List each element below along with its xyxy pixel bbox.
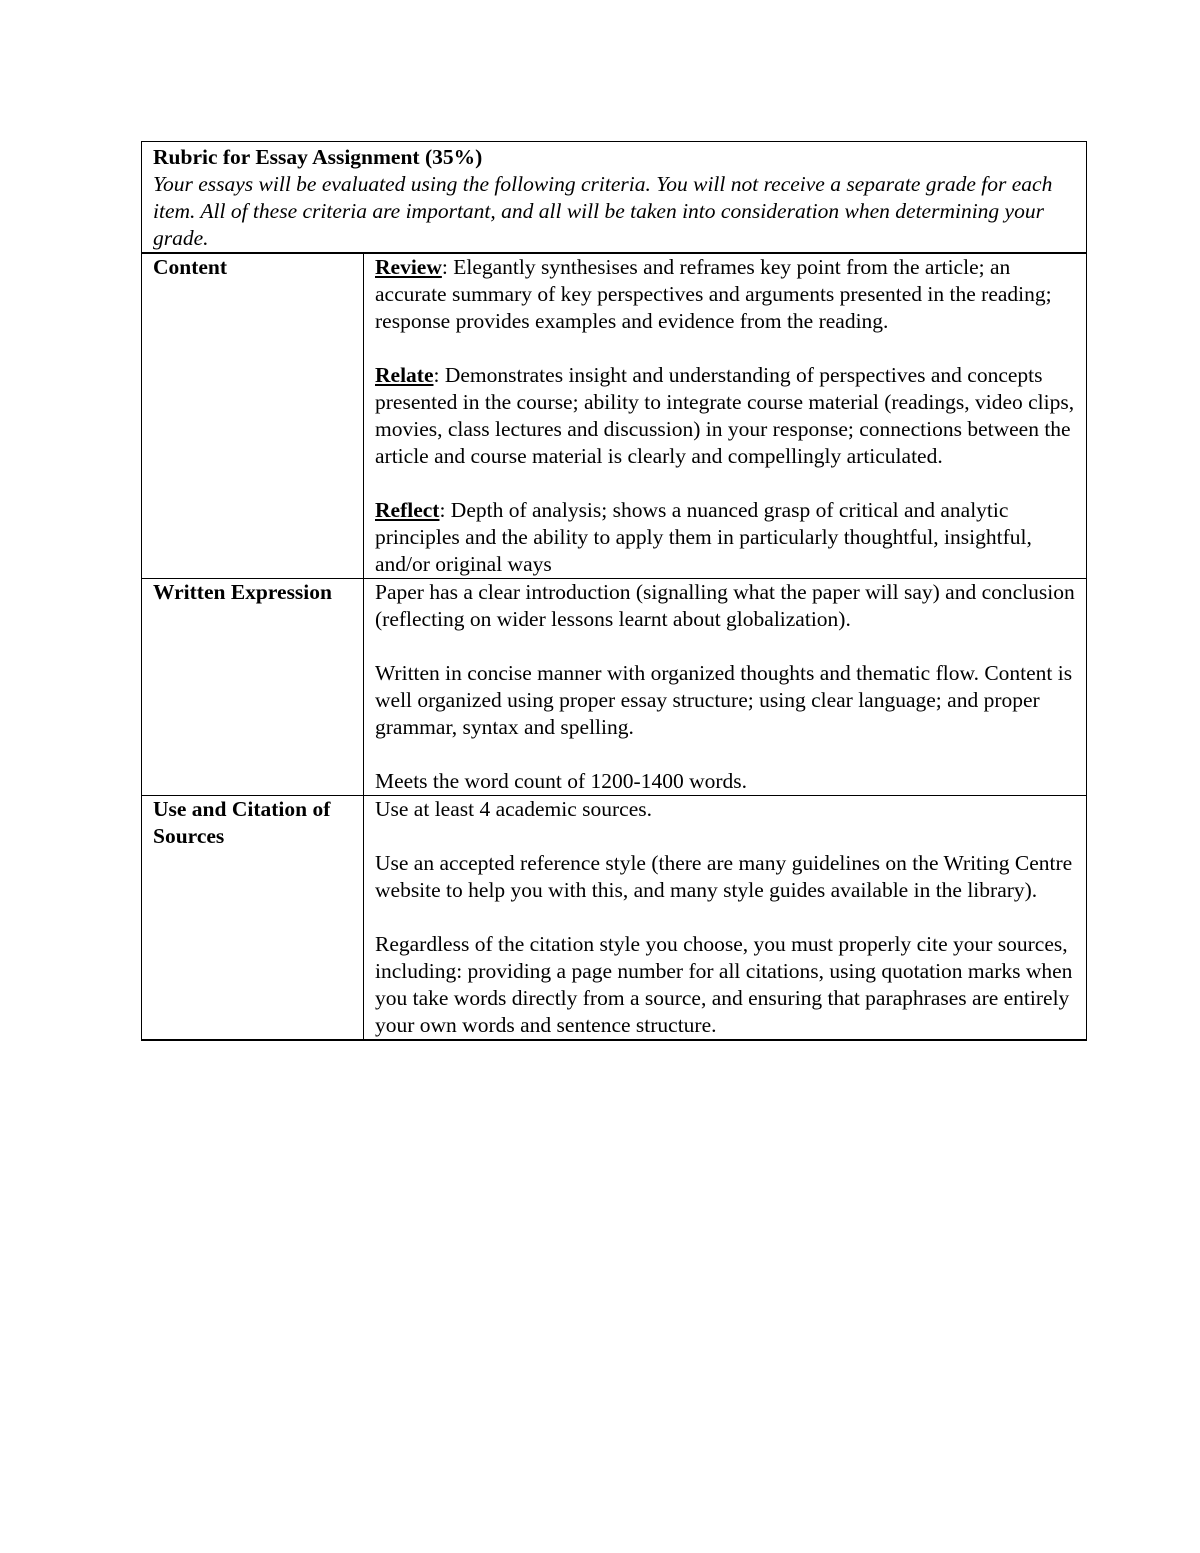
content-reflect-paragraph xyxy=(375,497,1076,578)
rubric-row-sources xyxy=(142,796,1087,1041)
reflect-text: : Depth of analysis; shows a nuanced grasp of critical and analytic principles and the ability to apply them in particularly thoughtful, insightful, and/or original ways xyxy=(375,498,1032,576)
content-review-paragraph xyxy=(375,254,1076,335)
written-expression-paragraph: Paper has a clear introduction (signalling what the paper will say) and conclusion (reflecting on wider lessons learnt about globalization). xyxy=(375,580,1075,631)
criterion-sources-description xyxy=(364,796,1087,1041)
relate-keyword: Relate xyxy=(375,363,434,387)
rubric-header-cell xyxy=(142,142,1087,254)
rubric-header-row xyxy=(142,142,1087,254)
rubric-title: Rubric for Essay Assignment (35%) xyxy=(153,145,483,169)
content-relate-paragraph xyxy=(375,362,1076,470)
rubric-row-written-expression xyxy=(142,579,1087,796)
written-expression-paragraph: Meets the word count of 1200-1400 words. xyxy=(375,769,748,793)
criterion-content-description xyxy=(364,253,1087,579)
written-expression-paragraph: Written in concise manner with organized thoughts and thematic flow. Content is well organized using proper essay structure; using clear language; and proper grammar, syntax and spelling. xyxy=(375,661,1073,739)
review-keyword: Review xyxy=(375,255,442,279)
reflect-keyword: Reflect xyxy=(375,498,440,522)
rubric-intro: Your essays will be evaluated using the following criteria. You will not receive a separate grade for each item. All of these criteria are important, and all will be taken into consideration when determining your grade. xyxy=(153,172,1053,250)
sources-paragraph: Regardless of the citation style you choose, you must properly cite your sources, including: providing a page number for all citations, using quotation marks when you take words directly from a source, and ensuring that paraphrases are entirely your own words and sentence structure. xyxy=(375,932,1073,1037)
criterion-sources: Use and Citation of Sources xyxy=(142,796,364,1041)
criterion-written-expression: Written Expression xyxy=(142,579,364,796)
sources-paragraph: Use at least 4 academic sources. xyxy=(375,797,652,821)
criterion-content: Content xyxy=(142,253,364,579)
sources-paragraph: Use an accepted reference style (there are many guidelines on the Writing Centre website to help you with this, and many style guides available in the library). xyxy=(375,851,1073,902)
rubric-row-content xyxy=(142,253,1087,579)
criterion-written-expression-description xyxy=(364,579,1087,796)
relate-text: : Demonstrates insight and understanding of perspectives and concepts presented in the course; ability to integrate course material (readings, video clips, movies, class lectures and discussion) in your response; connections between the article and course material is clearly and compellingly articulated. xyxy=(375,363,1075,468)
review-text: : Elegantly synthesises and reframes key point from the article; an accurate summary of key perspectives and arguments presented in the reading; response provides examples and evidence from the reading. xyxy=(375,255,1052,333)
rubric-table xyxy=(141,141,1087,1041)
